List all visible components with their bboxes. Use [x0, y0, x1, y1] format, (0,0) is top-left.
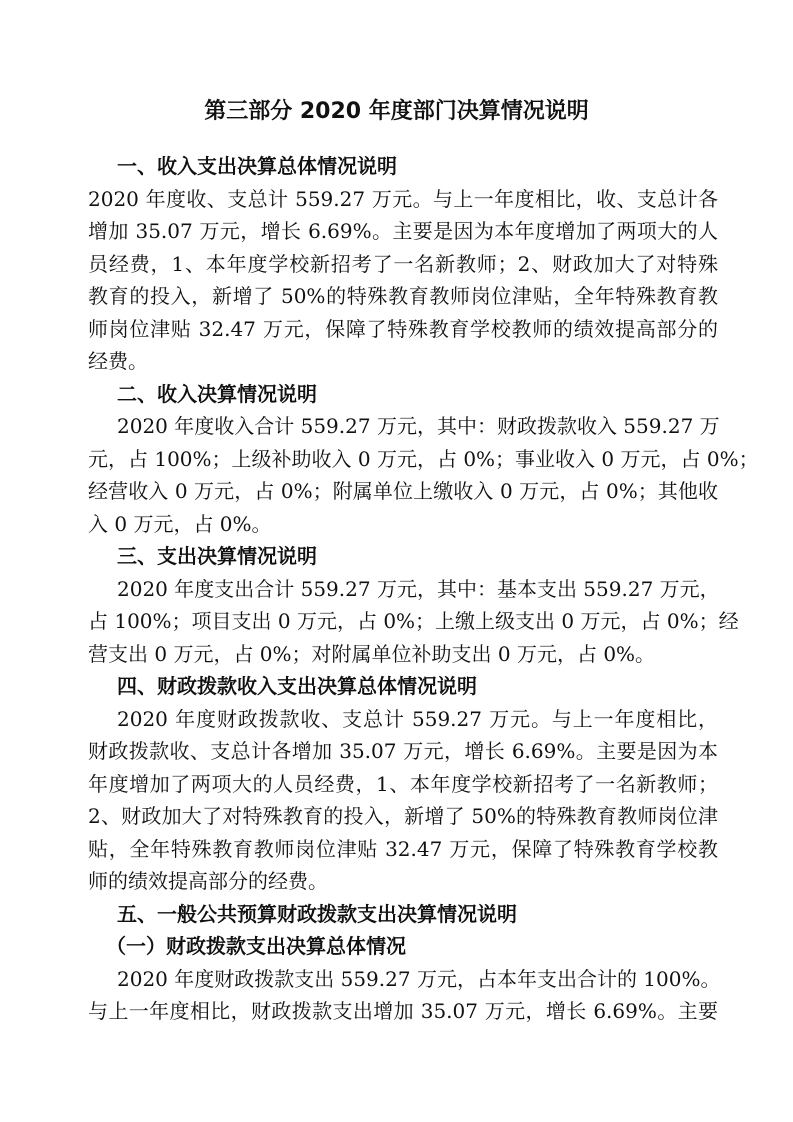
- paragraph-line: 元，占 100%；上级补助收入 0 万元，占 0%；事业收入 0 万元，占 0%；: [88, 446, 759, 471]
- page-title: 第三部分 2020 年度部门决算情况说明: [204, 99, 589, 124]
- paragraph-line: 财政拨款收、支总计各增加 35.07 万元，增长 6.69%。主要是因为本: [88, 739, 718, 763]
- paragraph-line: 与上一年度相比，财政拨款支出增加 35.07 万元，增长 6.69%。主要: [88, 999, 718, 1023]
- section-heading: 三、支出决算情况说明: [117, 544, 317, 568]
- section-heading: 一、收入支出决算总体情况说明: [117, 154, 397, 178]
- paragraph-line: 营支出 0 万元，占 0%；对附属单位补助支出 0 万元，占 0%。: [88, 641, 656, 666]
- paragraph-line: 教育的投入，新增了 50%的特殊教育教师岗位津贴，全年特殊教育教: [88, 284, 718, 308]
- section-heading: 五、一般公共预算财政拨款支出决算情况说明: [117, 901, 517, 926]
- paragraph-line: 员经费，1、本年度学校新招考了一名新教师；2、财政加大了对特殊: [88, 251, 718, 276]
- paragraph-line: 入 0 万元，占 0%。: [88, 511, 272, 536]
- section-heading: 二、收入决算情况说明: [117, 381, 317, 406]
- paragraph-line: 师岗位津贴 32.47 万元，保障了特殊教育学校教师的绩效提高部分的: [88, 316, 718, 341]
- paragraph-line: 经营收入 0 万元，占 0%；附属单位上缴收入 0 万元，占 0%；其他收: [88, 479, 718, 503]
- paragraph-line: 增加 35.07 万元，增长 6.69%。主要是因为本年度增加了两项大的人: [88, 219, 718, 243]
- paragraph-line: 2020 年度财政拨款支出 559.27 万元，占本年支出合计的 100%。: [117, 966, 721, 991]
- subsection-heading: （一）财政拨款支出决算总体情况: [106, 934, 406, 958]
- section-heading: 四、财政拨款收入支出决算总体情况说明: [117, 674, 477, 698]
- paragraph-line: 师的绩效提高部分的经费。: [88, 869, 328, 893]
- paragraph-line: 2、财政加大了对特殊教育的投入，新增了 50%的特殊教育教师岗位津: [88, 804, 718, 828]
- paragraph-line: 2020 年度财政拨款收、支总计 559.27 万元。与上一年度相比，: [117, 706, 718, 731]
- paragraph-line: 年度增加了两项大的人员经费，1、本年度学校新招考了一名新教师；: [88, 771, 718, 796]
- paragraph-line: 经费。: [88, 349, 148, 373]
- paragraph-line: 占 100%；项目支出 0 万元，占 0%；上缴上级支出 0 万元，占 0%；经: [88, 609, 739, 633]
- paragraph-line: 2020 年度支出合计 559.27 万元，其中：基本支出 559.27 万元，: [117, 576, 720, 601]
- paragraph-line: 贴，全年特殊教育教师岗位津贴 32.47 万元，保障了特殊教育学校教: [88, 836, 718, 861]
- paragraph-line: 2020 年度收入合计 559.27 万元，其中：财政拨款收入 559.27 万: [117, 414, 720, 438]
- paragraph-line: 2020 年度收、支总计 559.27 万元。与上一年度相比，收、支总计各: [88, 186, 718, 211]
- document-body: [88, 150, 759, 1028]
